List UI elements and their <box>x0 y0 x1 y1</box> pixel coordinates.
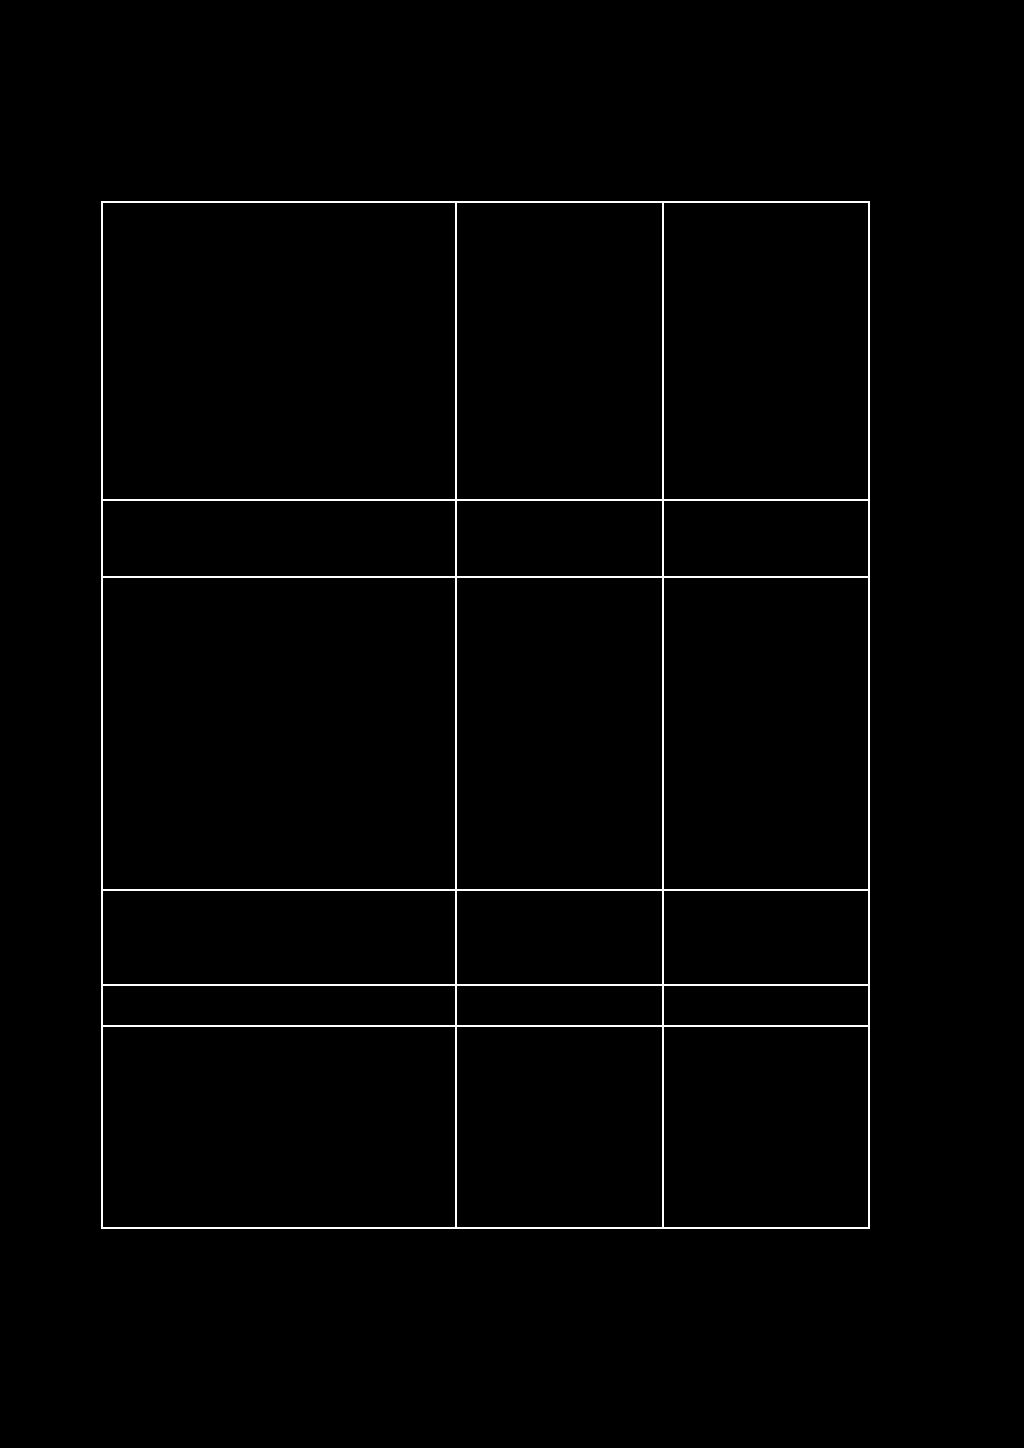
declaration-quote: Ο/Η κάτωθι υπογράφων/φουσα ... δεν έχω καταδικαστεί τελεσίδικα για κανένα από τα αδικήματα που αναφέρονται στις διατάξεις του άρθρου 1 παρ. 2 του Π.Δ/τος 180/1979, όπως αυτό ισχύει <box>111 635 450 725</box>
paragraph: 7. (Για επιχειρήσεις τροφίμων και ποτών) Εις τριπλούν αναλυτικό επικαιροποιημένο διάγραμμα ροής της δραστηριότητας της επιχείρησης με περιγραφή της παραγωγικής διαδικασίας, όπου απαιτείται, το οποίο συντάσσεται και υπογράφεται είτε από τον υγειονομικά υπεύθυνο είτε από επιστήμονα σχετικής ειδικότητας. <box>111 1029 449 1137</box>
no-column-cell <box>663 202 869 500</box>
paragraph: 6. Παράβολο σύμφωνα με την ΚΥΑ 61167/17-12-2007 (ΦΕΚ 2438 Β). <box>111 989 449 1024</box>
checkbox[interactable] <box>554 1009 565 1020</box>
checkbox[interactable] <box>554 541 565 552</box>
checkbox[interactable] <box>554 946 565 957</box>
table-row <box>102 577 869 890</box>
table-row <box>102 202 869 500</box>
paragraph: 3. Υπεύθυνη Δήλωση ορισμού του υγειονομικώς και αγορανομικώς υπευθύνου από τον εκπρόσωπο της εταιρείας και υπεύθυνη δήλωση αποδοχής από τον ορισθέντα. <box>111 504 449 575</box>
yes-column-cell <box>456 890 663 985</box>
table-row <box>102 890 869 985</box>
requirement-text-cell <box>102 890 456 985</box>
requirement-text-cell <box>102 985 456 1025</box>
paragraph: β) Αντίγραφα στοιχείων νομιμότητας του χώρου στα οποία αναφέρεται (π.χ. άδεια δόμησης, δηλώσεις αυθαιρέτου με τις εκάστοτε περί αυθαιρέτου διατάξεις, απόφαση εξαίρεσης από κατεδάφιση, βεβαίωση παλαιότητας κλπ). <box>111 315 449 386</box>
checkbox[interactable] <box>761 1133 772 1144</box>
table-row <box>102 500 869 577</box>
requirement-text-cell <box>102 1026 456 1228</box>
no-column-cell <box>663 500 869 577</box>
paragraph: Πυροπροστασίας καθώς και των εκάστοτε ισχυουσών πολεοδομικών διατάξεων για την αιτούμενη χρήση και περιγράφονται αναλυτικά στα νομιμοποιητικά στοιχεία αυτού (π.χ. άδεια δόμησης, δήλωση αυθαιρέτου, εξαίρεση από κατεδάφιση, ενημέρωση φακέλου άδειας δόμησης, κτίριο προϋφιστάμενο του 1955 κλπ). <box>111 206 449 314</box>
paragraph: 5. Πιστοποιητικό (ενεργητικής) πυροπροστασίας για την τήρηση των μέτρων και μέσων πυροπροστασίας που προβλέπονται κατά περίπτωση στις ισχύουσες Πυροσβεστικές διατάξεις (αναζητείται αυτεπάγγελτα αν δεν έχει κατατεθεί από τον ενδιαφερόμενο) <box>111 894 449 984</box>
checkbox[interactable] <box>761 1009 772 1020</box>
checkbox[interactable] <box>761 946 772 957</box>
paragraph: γ) Σχεδιαγράμματα του καταστήματος εις τριπλούν, σε κλίμακα που αναφέρεται ρητά επί των σχεδίων, στα οποία θα αποτυπώνονται όλοι οι χώροι του Κ.Υ.Ε., περιλαμβανομένων και αυτών που προβλέπονται από ειδικές διατάξεις του ισχύοντος νομοθετικού πλαισίου (π.χ. αποχωρητήρια για Α.Μ.Ε.Α) <box>111 388 449 496</box>
no-column-cell <box>663 577 869 890</box>
declaration-text: 4. Υπεύθυνη Δήλωση του Ν.1599/1986 (αντί αποσπάσματος ποινικού μητρώου), για τα καταστήματα που εμπίπτουν στο πεδίο εφαρμογής του Π.Δ. 180/1979, στην οποία να δηλώνονται τα ακόλουθα: « <box>111 580 449 652</box>
paragraph: Στην περίπτωση όπου την αίτηση υποβάλλει εταιρεία, κατατίθενται υπεύθυνες δηλώσεις του Ν.1599/1986 (αντί αποσπάσματος ποινικού μητρώου) του εκπροσώπου της εταιρείας και του υγειονομικώς υπευθύνου, όλων των μελών προσωπικής εταιρείας (ΟΕ ή ΕΕ), όλων των μελών του Διοικητικού Συμβουλίου ΑΕ, όλων των διαχειριστών ΕΠΕ, όλων των εκπροσώπων ΙΚΕ με το ίδιο περιεχόμενο. <box>111 762 449 889</box>
requirements-table <box>101 201 870 1229</box>
requirement-text-cell <box>102 202 456 500</box>
yes-column-cell <box>456 500 663 577</box>
checkbox[interactable] <box>554 1133 565 1144</box>
checkbox[interactable] <box>554 740 565 751</box>
checkbox[interactable] <box>761 740 772 751</box>
paragraph <box>111 580 449 762</box>
yes-column-cell <box>456 577 663 890</box>
requirement-text-cell <box>102 500 456 577</box>
no-column-cell <box>663 890 869 985</box>
declaration-text-end: » (στην περίπτωση χορήγησης άδειας για καταστήματα στα οποία προσφέρονται οινοπνευματώδη ποτά). <box>111 708 449 761</box>
no-column-cell <box>663 1026 869 1228</box>
yes-column-cell <box>456 985 663 1025</box>
yes-column-cell <box>456 202 663 500</box>
no-column-cell <box>663 985 869 1025</box>
table-row <box>102 985 869 1025</box>
requirement-text-cell <box>102 577 456 890</box>
yes-column-cell <box>456 1026 663 1228</box>
table-row <box>102 1026 869 1228</box>
checkbox[interactable] <box>761 541 772 552</box>
